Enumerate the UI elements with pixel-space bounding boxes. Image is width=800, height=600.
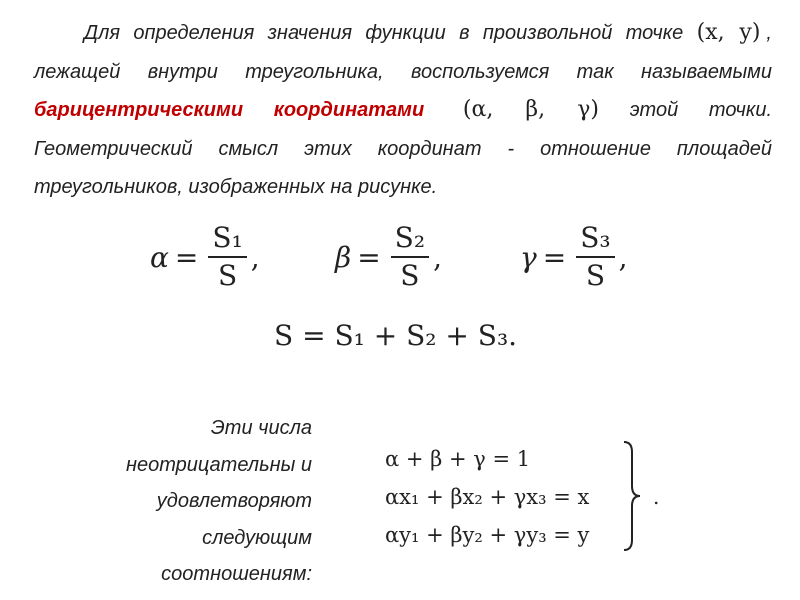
alpha-formula [150,222,260,292]
note-line: следующим [202,526,312,549]
gamma-comma: , [618,240,628,274]
gamma-fraction [576,222,614,292]
note-line: Эти числа [210,417,312,439]
beta-lhs: β [335,240,352,274]
gamma-lhs: γ [520,240,537,274]
alpha-comma: , [250,240,260,274]
gamma-denominator: S [585,259,605,292]
beta-comma: , [433,240,442,274]
area-sum-formula: S = S₁ + S₂ + S₃. [274,319,518,352]
note-line: неотрицательны и [125,453,312,476]
area-ratio-formulas [0,222,800,372]
intro-paragraph [34,14,772,207]
equation-system [385,440,589,554]
alpha-fraction [208,222,246,292]
right-brace-icon [620,440,644,552]
beta-denominator: S [400,259,420,292]
beta-formula [335,222,442,292]
alpha-numerator: S₁ [208,222,246,258]
alpha-denominator: S [218,259,238,292]
system-row-x: αx₁ + βx₂ + γx₃ = x [385,485,590,509]
system-row-y: αy₁ + βy₂ + γy₃ = y [385,523,590,547]
beta-fraction [391,222,429,292]
paragraph-line-1: Для определения значения функции в произвольной точке [84,22,684,44]
alpha-lhs: α [150,240,169,274]
conditions-note [60,410,312,593]
paragraph-line-2: , лежащей внутри треугольника, воспользуемся так называемыми [34,22,772,83]
note-line: соотношениям: [161,563,312,585]
equals-sign: = [174,240,199,274]
coordinates-abg: (α, β, γ) [462,97,599,122]
note-line: удовлетворяют [156,490,312,512]
point-xy: (x, y) [696,20,761,45]
system-period: . [653,485,660,509]
system-row-sum: α + β + γ = 1 [385,447,531,471]
paragraph-line-3: этой точки. Геометрический смысл этих координат - отношение площадей треугольников, изображенных на рисунке. [34,99,773,198]
beta-numerator: S₂ [391,222,429,258]
equals-sign: = [357,240,381,274]
barycentric-coordinates-highlight: барицентрическими координатами [34,99,425,121]
gamma-numerator: S₃ [576,222,614,258]
gamma-formula [520,222,628,292]
equals-sign: = [542,240,567,274]
